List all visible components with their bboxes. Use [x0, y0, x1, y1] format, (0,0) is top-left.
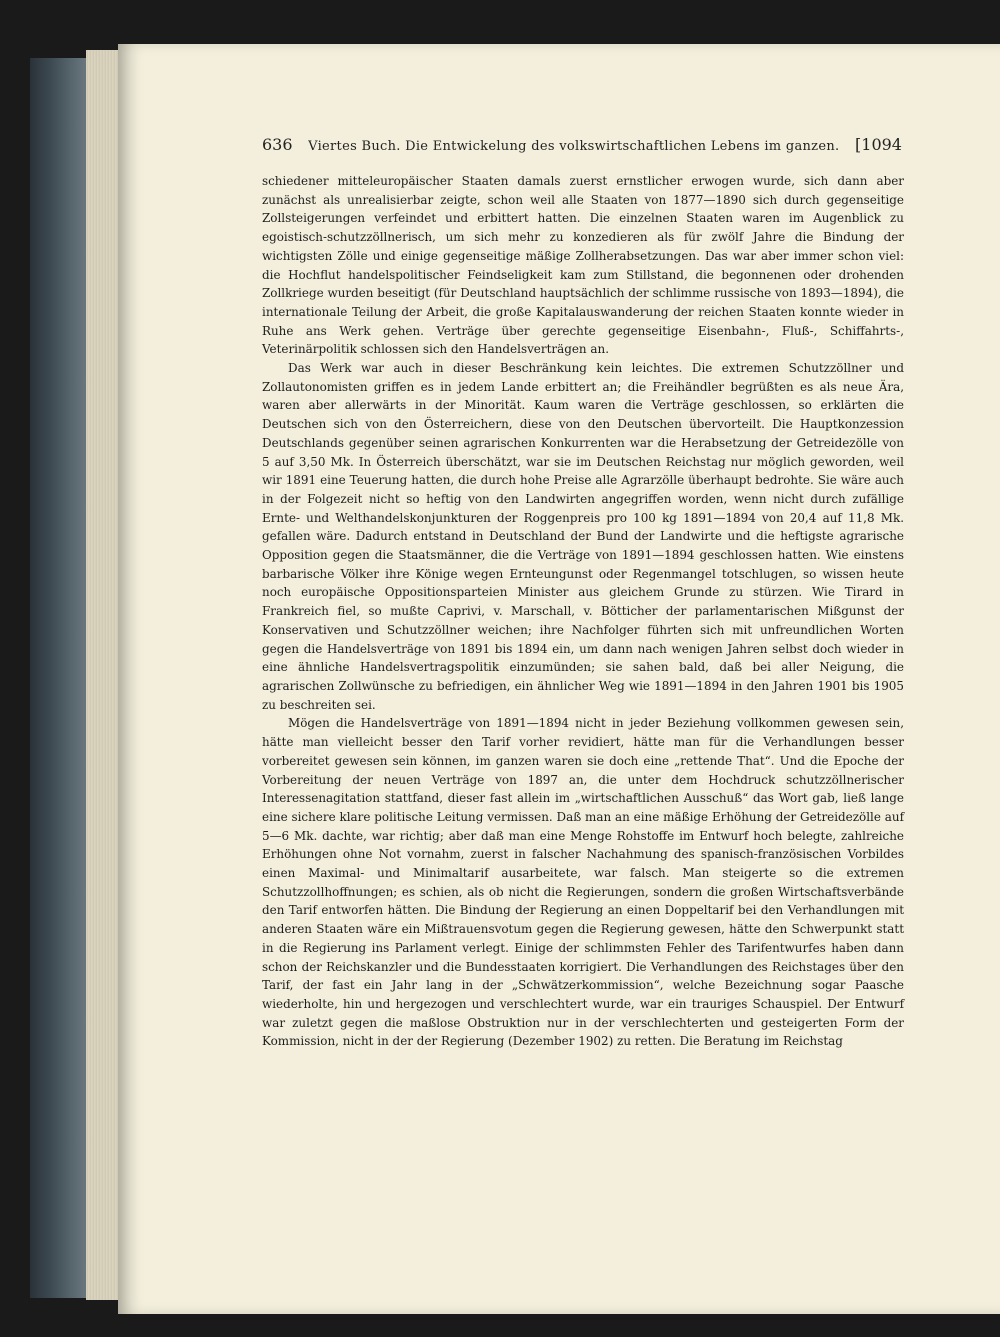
page-header [262, 135, 902, 159]
running-title: Viertes Buch. Die Entwickelung des volkswirtschaftlichen Lebens im ganzen. [308, 139, 840, 154]
page-number: 636 [262, 135, 293, 154]
paragraph-3: Mögen die Handelsverträge von 1891—1894 nicht in jeder Beziehung vollkommen gewesen sein, hätte man vielleicht besser den Tarif vorher revidiert, hätte man für die Verhandlungen besser vorbereitet gewesen sein können, im ganzen waren sie doch eine „rettende That“. Und die Epoche der Vorbereitung der neuen Verträge von 1897 an, die unter dem Hochdruck schutzzöllnerischer Interessenagitation stattfand, dieser fast allein im „wirtschaftlichen Ausschuß“ das Wort gab, ließ lange eine sichere klare politische Leitung vermissen. Daß man an eine mäßige Erhöhung der Getreidezölle auf 5—6 Mk. dachte, war richtig; aber daß man eine Menge Rohstoffe im Entwurf hoch belegte, zahlreiche Erhöhungen ohne Not vornahm, zuerst in falscher Nachahmung des spanisch-französischen Vorbildes einen Maximal- und Minimaltarif ausarbeitete, war falsch. Man steigerte so die extremen Schutzzollhoffnungen; es schien, als ob nicht die Regierungen, sondern die großen Wirtschaftsverbände den Tarif entworfen hätten. Die Bindung der Regierung an einen Doppeltarif bei den Verhandlungen mit anderen Staaten wäre ein Mißtrauensvotum gegen die Regierung gewesen, hätte den Schwerpunkt statt in die Regierung ins Parlament verlegt. Einige der schlimmsten Fehler des Tarifentwurfes haben dann schon der Reichskanzler und die Bundesstaaten korrigiert. Die Verhandlungen des Reichstages über den Tarif, der fast ein Jahr lang in der „Schwätzerkommission“, welche Bezeichnung sogar Paasche wiederholte, hin und hergezogen und verschlechtert wurde, war ein trauriges Schauspiel. Der Entwurf war zuletzt gegen die maßlose Obstruktion nur in der verschlechterten und gesteigerten Form der Kommission, nicht in der der Regierung (Dezember 1902) zu retten. Die Beratung im Reichstag [262, 716, 904, 1049]
margin-number: [1094 [855, 135, 902, 154]
body-text [262, 172, 904, 1051]
paragraph-2: Das Werk war auch in dieser Beschränkung kein leichtes. Die extremen Schutzzöllner und Zollautonomisten griffen es in jedem Lande erbittert an; die Freihändler begrüßten es als neue Ära, waren aber allerwärts in der Minorität. Kaum waren die Verträge geschlossen, so erklärten die Deutschen sich von den Österreichern, diese von den Deutschen übervorteilt. Die Hauptkonzession Deutschlands gegenüber seinen agrarischen Konkurrenten war die Herabsetzung der Getreidezölle von 5 auf 3,50 Mk. In Österreich überschätzt, war sie im Deutschen Reichstag nur möglich geworden, weil wir 1891 eine Teuerung hatten, die durch hohe Preise alle Agrarzölle überhaupt bedrohte. Sie wäre auch in der Folgezeit nicht so heftig von den Landwirten angegriffen worden, wenn nicht durch zufällige Ernte- und Welthandelskonjunkturen der Roggenpreis pro 100 kg 1891—1894 von 20,4 auf 11,8 Mk. gefallen wäre. Dadurch entstand in Deutschland der Bund der Landwirte und die heftigste agrarische Opposition gegen die Staatsmänner, die die Verträge von 1891—1894 geschlossen hatten. Wie einstens barbarische Völker ihre Könige wegen Ernteungunst oder Regenmangel totschlugen, so wissen heute noch europäische Oppositionsparteien Minister aus gleichem Grunde zu stürzen. Wie Tirard in Frankreich fiel, so mußte Caprivi, v. Marschall, v. Bötticher der parlamentarischen Mißgunst der Konservativen und Schutzzöllner weichen; ihre Nachfolger führten sich mit unfreundlichen Worten gegen die Handelsverträge von 1891 bis 1894 ein, um dann nach wenigen Jahren selbst doch wieder in eine ähnliche Handelsvertragspolitik einzumünden; sie sahen bald, daß bei aller Neigung, die agrarischen Zollwünsche zu befriedigen, ein ähnlicher Weg wie 1891—1894 in den Jahren 1901 bis 1905 zu beschreiten sei. [262, 361, 904, 712]
paragraph-1: schiedener mitteleuropäischer Staaten damals zuerst ernstlicher erwogen wurde, sich dann aber zunächst als unrealisierbar zeigte, schon weil alle Staaten von 1877—1890 sich durch gegenseitige Zollsteigerungen verfeindet und erbittert hatten. Die einzelnen Staaten waren im Augenblick zu egoistisch-schutzzöllnerisch, um sich mehr zu konzedieren als für zwölf Jahre die Bindung der wichtigsten Zölle und einige gegenseitige mäßige Zollherabsetzungen. Das war aber immer schon viel: die Hochflut handelspolitischer Feindseligkeit kam zum Stillstand, die begonnenen oder drohenden Zollkriege wurden beseitigt (für Deutschland hauptsächlich der schlimme russische von 1893—1894), die internationale Teilung der Arbeit, die große Kapitalauswanderung der reichen Staaten konnte wieder in Ruhe ans Werk gehen. Verträge über gerechte gegenseitige Eisenbahn-, Fluß-, Schiffahrts-, Veterinärpolitik schlossen sich den Handelsverträgen an. [262, 174, 904, 357]
